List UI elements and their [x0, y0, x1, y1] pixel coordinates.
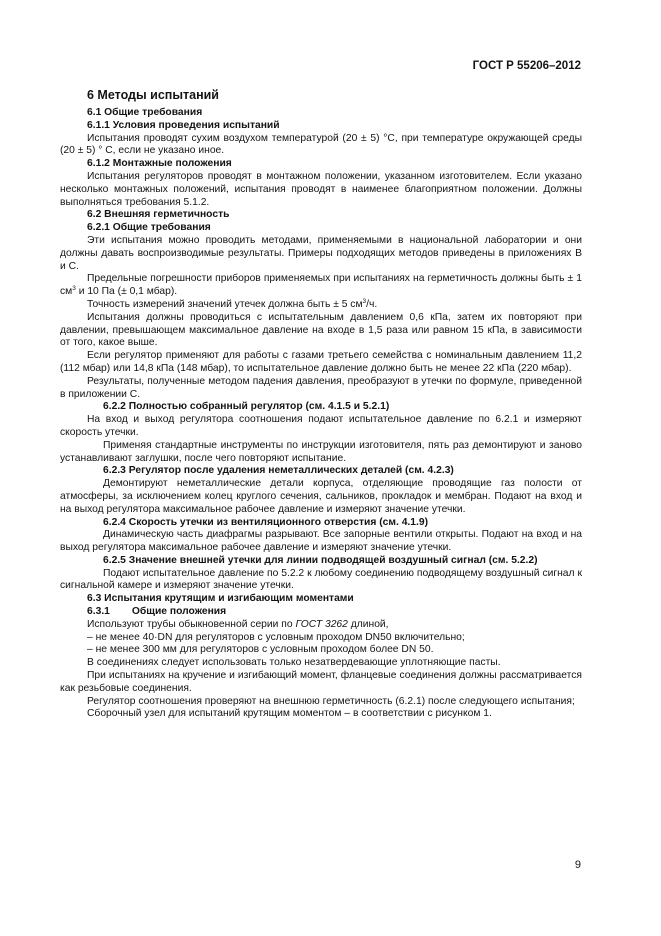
- standard-reference: ГОСТ 3262: [295, 618, 348, 630]
- subsection-6-2-2-title: 6.2.2 Полностью собранный регулятор (см. 4.1.5 и 5.2.1): [103, 401, 390, 413]
- subsection-6-3-1-title: [87, 606, 582, 619]
- subsection-6-1-2-title: 6.1.2 Монтажные положения: [87, 158, 232, 170]
- standard-number: ГОСТ Р 55206–2012: [472, 60, 581, 72]
- page-number: 9: [574, 859, 581, 871]
- paragraph: [60, 273, 582, 299]
- paragraph: Динамическую часть диафрагмы разрывают. Все запорные вентили открыты. Подают на вход и на выход регулятора максимальное рабочее давление и измеряют значение утечки.: [60, 529, 582, 554]
- superscript: 3: [72, 285, 76, 293]
- subsection-6-2-4-title: 6.2.4 Скорость утечки из вентиляционного отверстия (см. 4.1.9): [103, 516, 429, 528]
- paragraph: Регулятор соотношения проверяют на внешнюю герметичность (6.2.1) после следующего испытания;: [87, 695, 575, 707]
- paragraph: Испытания регуляторов проводят в монтажном положении, указанном изготовителем. Если указано несколько монтажных положений, испытания проводят в наименее благоприятном положении. Должны выполняться требования 5.1.2.: [60, 170, 582, 208]
- subsection-6-1-title: 6.1 Общие требования: [87, 107, 203, 118]
- paragraph: Испытания проводят сухим воздухом температурой (20 ± 5) °С, при температуре окружающей среды (20 ± 5) ° С, если не указано иное.: [60, 132, 582, 157]
- text-run: длиной,: [347, 618, 389, 630]
- subsection-heading: Общие положения: [131, 606, 227, 618]
- page-content: [60, 87, 582, 721]
- paragraph: Сборочный узел для испытаний крутящим моментом – в соответствии с рисунком 1.: [87, 708, 492, 720]
- paragraph: Подают испытательное давление по 5.2.2 к любому соединению подводящему воздушный сигнал к сигнальной камере и измеряют значение утечки.: [60, 567, 582, 592]
- text-run: и 10 Па (± 0,1 мбар).: [75, 286, 178, 298]
- subsection-6-2-title: 6.2 Внешняя герметичность: [87, 209, 230, 221]
- text-run: Предельные погрешности приборов применяемых при испытаниях на герметичность должны быть ± 1 см: [60, 273, 582, 298]
- subsection-number: 6.3.1: [87, 606, 110, 618]
- paragraph: Если регулятор применяют для работы с газами третьего семейства с номинальным давлением 11,2 (112 мбар) или 14,8 кПа (148 мбар), то испытательное давление должно быть не менее 22 кПа (220 мбар).: [60, 350, 582, 374]
- subsection-6-3-title: 6.3 Испытания крутящим и изгибающим моментами: [87, 593, 354, 605]
- paragraph: Результаты, полученные методом падения давления, преобразуют в утечки по формуле, приведенной в приложении С.: [60, 375, 582, 400]
- paragraph: [60, 619, 582, 632]
- paragraph: На вход и выход регулятора соотношения подают испытательное давление по 6.2.1 и измеряют скорость утечки.: [60, 414, 582, 438]
- subsection-6-1-1-title: 6.1.1 Условия проведения испытаний: [87, 119, 280, 131]
- paragraph: Эти испытания можно проводить методами, применяемыми в национальной лаборатории и они должны давать воспроизводимые результаты. Примеры подходящих методов приведены в приложениях В и С.: [60, 234, 582, 272]
- paragraph: При испытаниях на кручение и изгибающий момент, фланцевые соединения должны рассматривается как резьбовые соединения.: [60, 670, 582, 694]
- list-item: – не менее 40·DN для регуляторов с условным проходом DN50 включительно;: [87, 631, 465, 643]
- list-item: – не менее 300 мм для регуляторов с условным проходом более DN 50.: [87, 644, 434, 656]
- text-run: Точность измерений значений утечек должна быть ± 5 см: [87, 298, 363, 310]
- subsection-6-2-1-title: 6.2.1 Общие требования: [87, 222, 211, 234]
- superscript: 3: [362, 297, 367, 305]
- paragraph: Применяя стандартные инструменты по инструкции изготовителя, пять раз демонтируют и заново устанавливают заглушки, после чего повторяют испытание.: [60, 439, 582, 464]
- paragraph: Испытания должны проводиться с испытательным давлением 0,6 кПа, затем их повторяют при давлении, превышающем максимальное давление на входе в 1,5 раза или равном 15 кПа, в зависимости от того, какое выше.: [60, 311, 582, 349]
- section-title: 6 Методы испытаний: [87, 88, 219, 102]
- subsection-6-2-3-title: 6.2.3 Регулятор после удаления неметаллических деталей (см. 4.2.3): [103, 465, 454, 477]
- paragraph: Демонтируют неметаллические детали корпуса, отделяющие проводящие газ полости от атмосферы, за исключением колец круглого сечения, сальников, прокладок и мембран. Подают на вход и на выход регулятора максимальное рабочее давление и измеряют значение утечки.: [60, 478, 582, 515]
- paragraph: [60, 299, 582, 312]
- text-run: /ч.: [366, 298, 378, 310]
- text-run: Используют трубы обыкновенной серии по: [87, 618, 296, 630]
- paragraph: В соединениях следует использовать только незатвердевающие уплотняющие пасты.: [87, 657, 501, 669]
- subsection-6-2-5-title: 6.2.5 Значение внешней утечки для линии подводящей воздушный сигнал (см. 5.2.2): [103, 554, 538, 566]
